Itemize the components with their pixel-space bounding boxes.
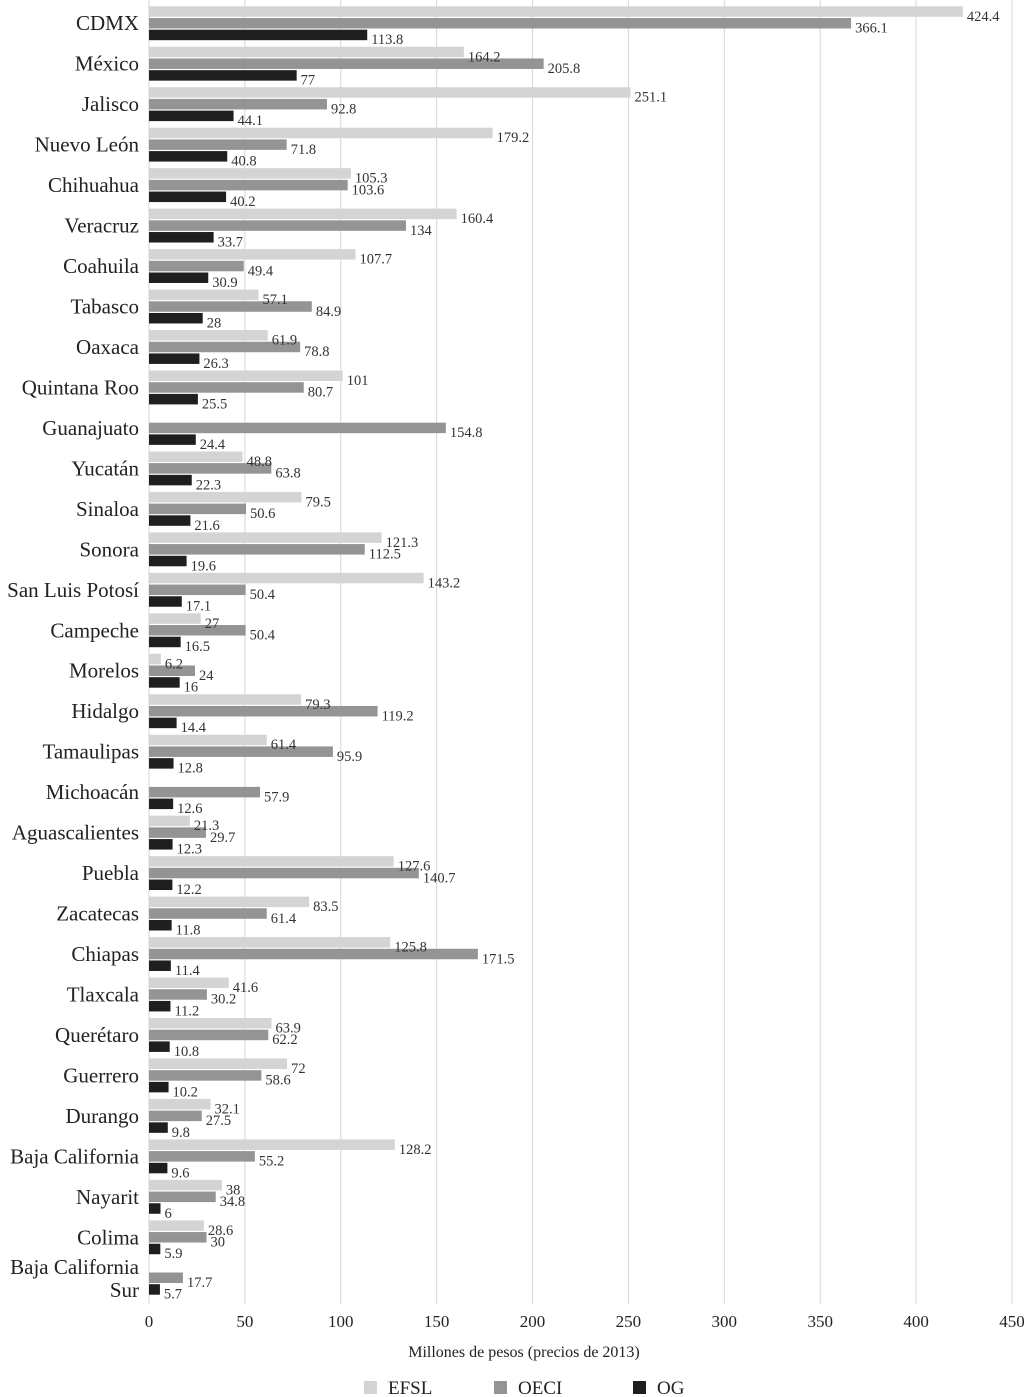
data-label-efsl: 128.2 [398, 1141, 432, 1158]
bar-og [149, 556, 187, 567]
data-label-og: 9.6 [171, 1165, 190, 1182]
data-label-og: 22.3 [195, 477, 222, 494]
data-label-oeci: 29.7 [209, 829, 236, 846]
bar-oeci [149, 99, 327, 110]
data-label-efsl: 48.8 [246, 453, 272, 470]
data-label-efsl: 27 [204, 615, 220, 632]
bar-og [149, 515, 190, 526]
bar-og [149, 192, 226, 203]
bar-efsl [149, 451, 243, 462]
data-label-og: 12.6 [177, 801, 203, 818]
data-label-efsl: 61.9 [271, 332, 298, 349]
data-label-efsl: 164.2 [467, 49, 501, 66]
data-label-og: 16.5 [184, 639, 211, 656]
data-label-og: 5.7 [163, 1286, 183, 1303]
category-label: Tamaulipas [42, 739, 139, 764]
data-label-oeci: 57.9 [264, 789, 290, 806]
bar-og [149, 1082, 169, 1093]
bar-efsl [149, 897, 309, 908]
bar-efsl [149, 6, 963, 16]
data-label-efsl: 251.1 [634, 89, 668, 106]
bar-efsl [149, 209, 457, 220]
data-label-efsl: 6.2 [164, 656, 184, 673]
data-label-oeci: 92.8 [330, 101, 357, 118]
bar-efsl [149, 654, 161, 665]
bar-oeci [149, 787, 260, 798]
data-label-efsl: 79.3 [305, 696, 331, 713]
category-label: Morelos [69, 658, 139, 683]
data-label-og: 11.4 [174, 962, 200, 979]
bar-oeci [149, 1030, 268, 1041]
data-label-oeci: 63.8 [275, 465, 301, 482]
legend-swatch [633, 1381, 646, 1394]
bar-og [149, 637, 181, 648]
bar-efsl [149, 1180, 222, 1191]
category-label: Sinaloa [76, 496, 139, 521]
data-label-efsl: 63.9 [275, 1020, 301, 1037]
category-label: Nayarit [76, 1184, 139, 1209]
data-label-og: 113.8 [371, 32, 404, 49]
category-label: Veracruz [64, 213, 139, 238]
bar-og [149, 960, 171, 971]
bar-oeci [149, 989, 207, 1000]
x-tick-label: 450 [999, 1312, 1025, 1331]
gridlines [149, 0, 1012, 1304]
data-label-og: 19.6 [190, 558, 216, 575]
data-label-efsl: 32.1 [214, 1101, 240, 1118]
data-label-og: 33.7 [217, 234, 244, 251]
bar-og [149, 799, 173, 810]
bar-oeci [149, 1192, 216, 1203]
data-label-oeci: 50.4 [249, 587, 276, 604]
data-label-og: 11.8 [175, 922, 201, 939]
category-label: Guanajuato [42, 415, 139, 440]
category-label: Yucatán [71, 456, 139, 481]
data-label-oeci: 62.2 [272, 1032, 298, 1049]
category-label: Baja California [10, 1144, 139, 1169]
bar-og [149, 1001, 170, 1012]
data-label-og: 40.8 [231, 153, 257, 170]
legend-label: EFSL [388, 1378, 433, 1397]
value-labels [164, 9, 1000, 1303]
category-label: Chiapas [71, 942, 139, 967]
data-label-oeci: 366.1 [855, 20, 888, 37]
bar-oeci [149, 585, 246, 596]
data-label-oeci: 30.2 [210, 991, 237, 1008]
category-label: Baja California Sur [10, 1254, 139, 1302]
data-label-oeci: 17.7 [186, 1275, 213, 1292]
data-label-efsl: 41.6 [232, 980, 259, 997]
data-label-oeci: 58.6 [265, 1072, 291, 1089]
data-label-og: 16 [183, 679, 199, 696]
data-label-efsl: 179.2 [496, 130, 530, 147]
data-label-efsl: 61.4 [270, 737, 297, 754]
bar-oeci [149, 1111, 202, 1122]
data-label-og: 26.3 [203, 355, 229, 372]
data-label-og: 10.8 [173, 1043, 200, 1060]
category-label: Oaxaca [76, 334, 139, 359]
bar-efsl [149, 573, 424, 584]
data-label-oeci: 50.4 [249, 627, 276, 644]
data-label-efsl: 105.3 [354, 170, 388, 187]
data-label-og: 14.4 [180, 720, 206, 737]
data-label-oeci: 30 [210, 1234, 226, 1251]
data-label-oeci: 61.4 [270, 910, 297, 927]
data-label-efsl: 127.6 [397, 858, 431, 875]
data-label-og: 12.2 [176, 882, 202, 899]
data-label-oeci: 50.6 [250, 506, 276, 523]
bar-oeci [149, 625, 246, 636]
data-label-efsl: 424.4 [966, 8, 1000, 25]
data-label-efsl: 79.5 [305, 494, 331, 511]
bar-og [149, 1122, 168, 1133]
bar-efsl [149, 816, 190, 827]
data-label-efsl: 38 [225, 1182, 241, 1199]
x-tick-label: 50 [236, 1312, 254, 1331]
legend-item-efsl [364, 1378, 432, 1397]
bar-og [149, 758, 174, 769]
bar-og [149, 151, 227, 162]
bar-oeci [149, 423, 446, 434]
bar-og [149, 30, 367, 41]
category-label: Aguascalientes [11, 820, 139, 845]
data-label-og: 6 [164, 1205, 172, 1222]
bar-efsl [149, 1018, 272, 1029]
bar-og [149, 111, 234, 122]
data-label-og: 28 [206, 315, 222, 332]
bar-efsl [149, 330, 268, 341]
category-label: Puebla [81, 861, 139, 886]
bar-efsl [149, 492, 301, 503]
data-label-efsl: 21.3 [193, 818, 220, 835]
bar-og [149, 272, 208, 283]
data-label-efsl: 72 [291, 1060, 306, 1077]
bar-efsl [149, 371, 343, 382]
bar-oeci [149, 1273, 183, 1284]
data-label-og: 11.2 [174, 1003, 200, 1020]
data-label-og: 25.5 [201, 396, 228, 413]
bar-og [149, 70, 297, 81]
bar-og [149, 232, 214, 243]
category-label: CDMX [75, 11, 139, 36]
legend-item-og [633, 1378, 685, 1397]
data-label-oeci: 84.9 [315, 303, 342, 320]
category-label: Hidalgo [71, 699, 139, 724]
legend-swatch [364, 1381, 377, 1394]
x-tick-label: 350 [807, 1312, 833, 1331]
bar-og [149, 920, 172, 931]
category-label: Coahuila [63, 254, 139, 279]
bar-efsl [149, 1139, 395, 1150]
bar-oeci [149, 180, 348, 191]
data-label-og: 5.9 [164, 1246, 183, 1263]
bar-oeci [149, 1151, 255, 1162]
data-label-og: 21.6 [194, 517, 220, 534]
x-tick-label: 100 [328, 1312, 354, 1331]
data-label-efsl: 101 [346, 373, 369, 390]
bar-efsl [149, 1058, 287, 1069]
bar-oeci [149, 544, 365, 555]
bar-efsl [149, 168, 351, 179]
data-label-efsl: 160.4 [460, 211, 494, 228]
data-label-oeci: 154.8 [449, 425, 483, 442]
category-label: Durango [65, 1103, 139, 1128]
category-label: San Luis Potosí [7, 577, 139, 602]
data-label-og: 44.1 [237, 113, 263, 130]
category-label: Zacatecas [56, 901, 139, 926]
category-label: Tabasco [70, 294, 139, 319]
category-label: Colima [77, 1225, 139, 1250]
category-label: Tlaxcala [66, 982, 139, 1007]
bar-efsl [149, 1220, 204, 1231]
x-tick-label: 400 [903, 1312, 929, 1331]
bar-oeci [149, 220, 406, 231]
bar-efsl [149, 249, 356, 259]
bar-efsl [149, 47, 464, 58]
data-label-og: 24.4 [199, 436, 226, 453]
x-tick-label: 250 [615, 1312, 642, 1331]
bar-oeci [149, 382, 304, 393]
bar-efsl [149, 937, 390, 948]
x-axis-ticks [145, 1312, 1025, 1331]
data-label-oeci: 55.2 [258, 1153, 285, 1170]
data-label-oeci: 205.8 [547, 60, 581, 77]
bar-oeci [149, 1232, 207, 1243]
bar-og [149, 1203, 161, 1214]
bar-oeci [149, 746, 333, 757]
data-label-oeci: 24 [199, 667, 214, 684]
bar-oeci [149, 139, 287, 150]
category-label: Jalisco [81, 92, 139, 117]
bar-og [149, 718, 177, 729]
category-label: Querétaro [55, 1022, 139, 1047]
x-tick-label: 0 [144, 1312, 154, 1331]
legend [364, 1378, 685, 1397]
bars [149, 6, 963, 1294]
data-label-efsl: 121.3 [385, 534, 419, 551]
bar-oeci [149, 1070, 261, 1081]
data-label-oeci: 112.5 [368, 546, 401, 563]
bar-og [149, 1244, 160, 1255]
data-label-efsl: 125.8 [394, 939, 427, 956]
bar-og [149, 1041, 170, 1052]
bar-og [149, 880, 172, 891]
data-label-oeci: 140.7 [422, 870, 456, 887]
bar-og [149, 1163, 167, 1174]
bar-efsl [149, 694, 301, 705]
bar-oeci [149, 908, 267, 919]
bar-efsl [149, 613, 201, 624]
bar-og [149, 677, 180, 688]
category-label: México [74, 51, 139, 76]
data-label-oeci: 80.7 [307, 384, 334, 401]
bar-efsl [149, 128, 493, 139]
data-label-oeci: 27.5 [205, 1113, 232, 1130]
data-label-oeci: 49.4 [247, 263, 274, 280]
data-label-efsl: 28.6 [207, 1222, 234, 1239]
category-label: Nuevo León [34, 132, 139, 157]
data-label-oeci: 119.2 [381, 708, 414, 725]
legend-label: OG [657, 1378, 685, 1397]
bar-og [149, 475, 192, 486]
data-label-og: 9.8 [171, 1124, 190, 1141]
bar-oeci [149, 706, 378, 717]
x-tick-label: 200 [519, 1312, 546, 1331]
data-label-oeci: 71.8 [290, 141, 317, 158]
legend-label: OECI [518, 1378, 563, 1397]
category-labels [7, 11, 140, 1302]
bar-efsl [149, 856, 394, 867]
category-label: Campeche [50, 618, 139, 643]
x-axis-title: Millones de pesos (precios de 2013) [408, 1344, 640, 1361]
data-label-og: 10.2 [172, 1084, 198, 1101]
data-label-oeci: 78.8 [304, 344, 330, 361]
bar-og [149, 353, 199, 364]
bar-efsl [149, 87, 631, 98]
data-label-og: 77 [300, 72, 316, 89]
data-label-efsl: 83.5 [313, 899, 339, 916]
bar-efsl [149, 978, 229, 989]
legend-swatch [494, 1381, 507, 1394]
data-label-og: 30.9 [212, 274, 238, 291]
data-label-og: 40.2 [230, 194, 256, 211]
bar-og [149, 839, 173, 850]
data-label-oeci: 103.6 [351, 182, 385, 199]
bar-oeci [149, 949, 478, 960]
bar-oeci [149, 261, 244, 272]
data-label-og: 12.8 [177, 760, 203, 777]
bar-efsl [149, 290, 259, 301]
bar-og [149, 434, 196, 445]
category-label: Sonora [79, 537, 139, 562]
data-label-oeci: 134 [409, 222, 432, 239]
bar-efsl [149, 1099, 211, 1110]
data-label-efsl: 143.2 [427, 575, 461, 592]
data-label-efsl: 107.7 [359, 251, 393, 268]
category-label: Michoacán [45, 780, 139, 805]
data-label-oeci: 34.8 [219, 1194, 246, 1211]
bar-og [149, 1284, 160, 1295]
bar-oeci [149, 504, 246, 515]
bar-og [149, 313, 203, 324]
data-label-og: 17.1 [185, 598, 212, 615]
bar-efsl [149, 532, 382, 543]
data-label-og: 12.3 [176, 841, 202, 858]
bar-oeci [149, 18, 851, 29]
category-label: Chihuahua [48, 173, 139, 198]
data-label-oeci: 95.9 [336, 748, 363, 765]
bar-efsl [149, 735, 267, 746]
category-label: Guerrero [63, 1063, 139, 1088]
x-tick-label: 150 [423, 1312, 450, 1331]
bar-oeci [149, 868, 419, 879]
legend-item-oeci [494, 1378, 562, 1397]
bar-og [149, 394, 198, 405]
x-tick-label: 300 [711, 1312, 738, 1331]
category-label: Quintana Roo [21, 375, 139, 400]
bar-og [149, 596, 182, 607]
data-label-oeci: 171.5 [481, 951, 515, 968]
data-label-efsl: 57.1 [262, 292, 288, 309]
